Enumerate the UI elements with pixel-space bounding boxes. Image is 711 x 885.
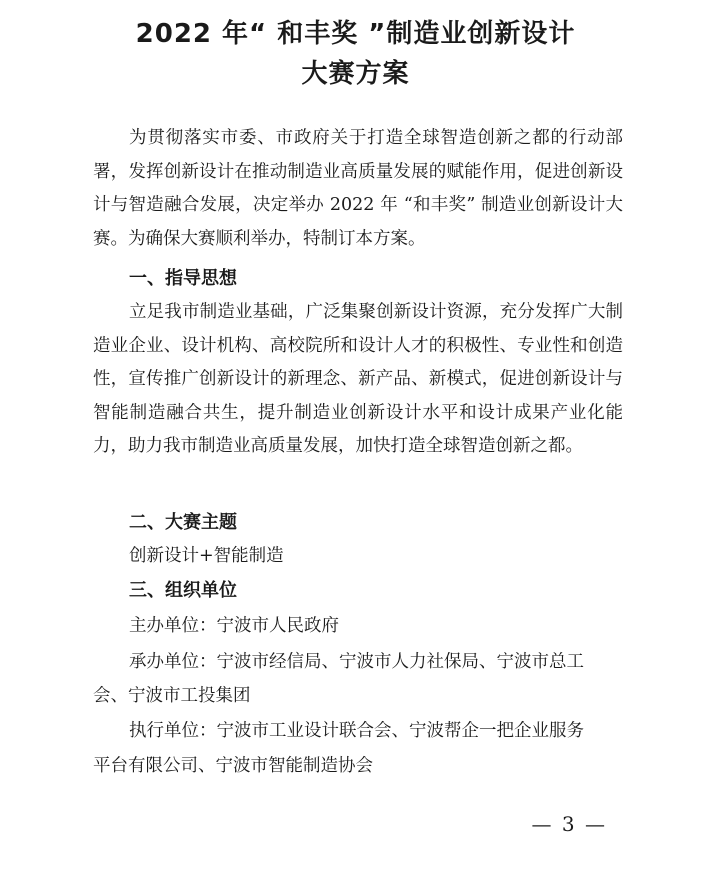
section2-heading: 二、大赛主题: [129, 512, 237, 533]
section2-theme: 创新设计+智能制造: [129, 546, 284, 566]
section1-heading: 一、指导思想: [129, 268, 237, 289]
section1-paragraph: 立足我市制造业基础，广泛集聚创新设计资源，充分发挥广大制造业企业、设计机构、高校院所和设计人才的积极性、专业性和创造性，宣传推广创新设计的新理念、新产品、新模式，促进创新设计与智能制造融合共生，提升制造业创新设计水平和设计成果产业化能力，助力我市制造业高质量发展，加快打造全球智造创新之都。: [93, 302, 623, 456]
host-unit-line: 主办单位：宁波市人民政府: [129, 616, 339, 636]
organizer-unit-line2: 会、宁波市工投集团: [93, 686, 251, 706]
document-title-line1: 2022 年“ 和丰奖 ”制造业创新设计: [135, 19, 576, 49]
executor-unit-line2: 平台有限公司、宁波市智能制造协会: [93, 756, 373, 776]
intro-paragraph: 为贯彻落实市委、市政府关于打造全球智造创新之都的行动部署，发挥创新设计在推动制造业高质量发展的赋能作用，促进创新设计与智造融合发展，决定举办 2022 年 “和丰奖” 制造业创新设计大赛。为确保大赛顺利举办，特制订本方案。: [93, 128, 623, 249]
executor-unit-line1: 执行单位：宁波市工业设计联合会、宁波帮企一把企业服务: [129, 721, 584, 741]
section1-paragraph-block: [93, 296, 623, 464]
organizer-unit-line1: 承办单位：宁波市经信局、宁波市人力社保局、宁波市总工: [129, 652, 584, 672]
document-title-line2: 大赛方案: [301, 59, 410, 89]
section3-heading: 三、组织单位: [129, 580, 237, 601]
intro-paragraph-block: [93, 122, 623, 256]
page-number: — 3 —: [531, 812, 607, 836]
